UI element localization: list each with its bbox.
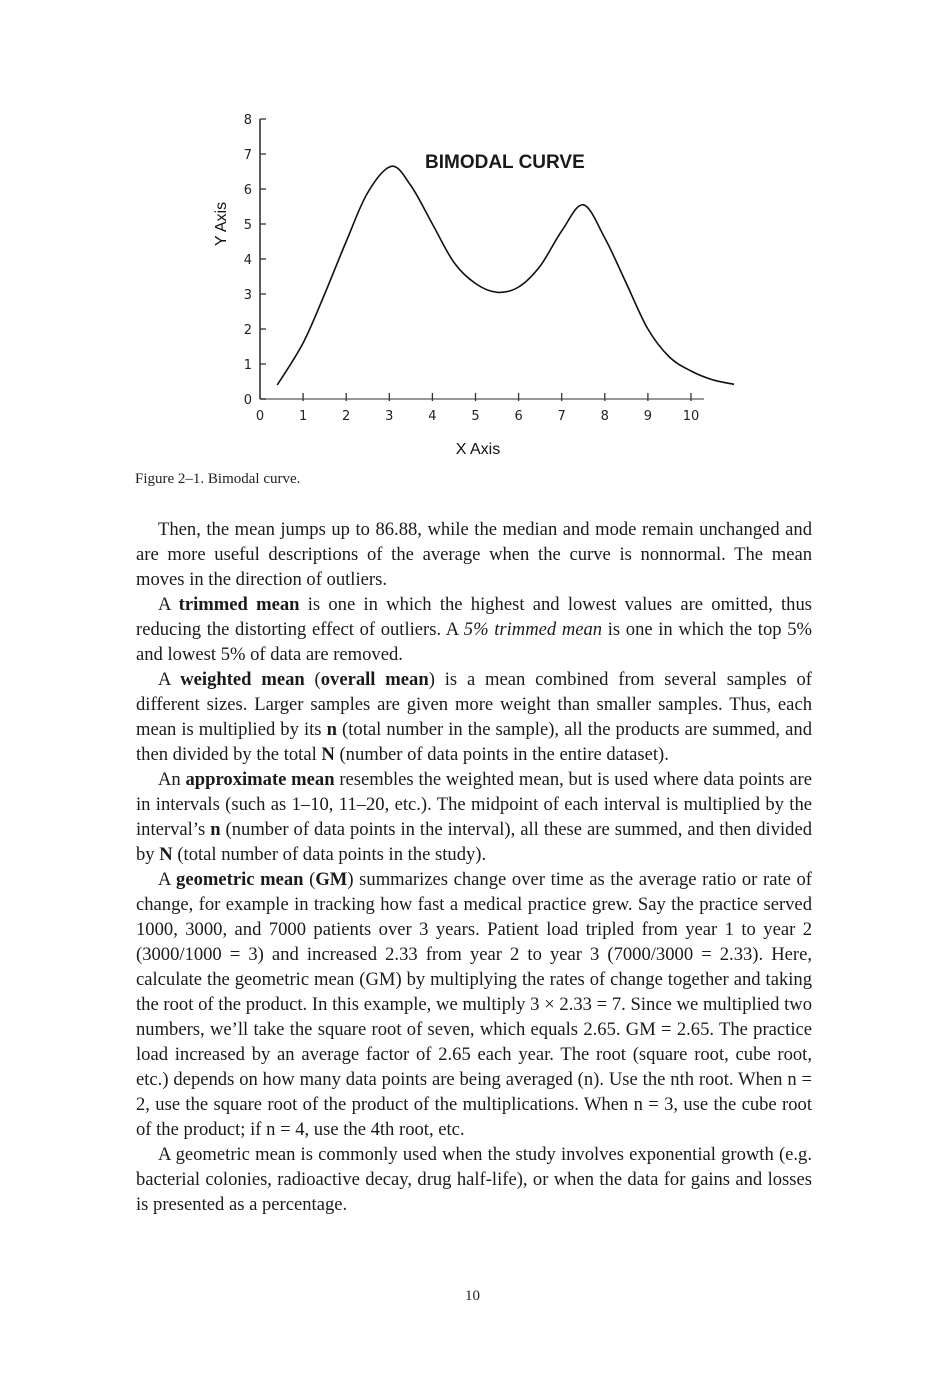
term-weighted-mean: weighted mean <box>180 669 305 690</box>
page-number: 10 <box>465 1288 480 1304</box>
svg-text:7: 7 <box>243 148 252 163</box>
bimodal-curve-line <box>277 166 734 385</box>
text-run: (total number of data points in the study). <box>172 844 487 865</box>
svg-text:4: 4 <box>243 253 252 268</box>
text-run: ) is a mean combined from several samples of different sizes. Larger samples are given more weight than smaller samples. Thus, each mean is multiplied by its <box>136 669 812 740</box>
paragraph-geometric-mean <box>136 867 812 1142</box>
svg-text:1: 1 <box>298 409 308 424</box>
svg-text:3: 3 <box>243 288 252 303</box>
svg-text:6: 6 <box>243 183 252 198</box>
term-geometric-mean: geometric mean <box>176 869 304 890</box>
text-run: (total number in the sample), all the products are summed, and then divided by the total <box>136 719 812 765</box>
x-axis-ticks <box>256 393 699 424</box>
text-run: (number of data points in the interval), all these are summed, and then divided by <box>136 819 812 865</box>
x-axis-title: X Axis <box>455 441 501 458</box>
svg-text:9: 9 <box>643 409 653 424</box>
svg-text:7: 7 <box>557 409 566 424</box>
y-axis-ticks <box>244 113 266 408</box>
svg-text:5: 5 <box>471 409 480 424</box>
term-N: N <box>159 844 173 865</box>
term-trimmed-mean: trimmed mean <box>178 594 300 615</box>
bimodal-curve-chart <box>195 100 755 470</box>
chart-canvas <box>195 100 755 470</box>
y-axis-title: Y Axis <box>213 201 230 247</box>
paragraph-geometric-mean-usage: A geometric mean is commonly used when the study involves exponential growth (e.g. bacterial colonies, radioactive decay, drug half-life), or when the data for gains and losses is presented as a percentage. <box>136 1144 812 1215</box>
chart-title: BIMODAL CURVE <box>425 152 585 173</box>
term-5-percent-trimmed-mean: 5% trimmed mean <box>463 619 603 640</box>
svg-text:2: 2 <box>342 409 351 424</box>
svg-text:1: 1 <box>243 358 252 373</box>
svg-text:10: 10 <box>682 409 700 424</box>
svg-text:8: 8 <box>600 409 609 424</box>
paragraph-approximate-mean <box>136 767 812 867</box>
body-text <box>136 517 812 1217</box>
figure-caption: Figure 2–1. Bimodal curve. <box>135 471 301 487</box>
text-run: A <box>158 594 179 615</box>
text-run: is one in which the top 5% and lowest 5% of data are removed. <box>136 619 812 665</box>
term-n: n <box>326 719 337 740</box>
text-run: A <box>158 669 181 690</box>
svg-text:5: 5 <box>243 218 252 233</box>
paragraph-weighted-mean <box>136 667 812 767</box>
svg-text:6: 6 <box>514 409 523 424</box>
svg-text:0: 0 <box>243 393 252 408</box>
term-approximate-mean: approximate mean <box>185 769 335 790</box>
svg-text:8: 8 <box>243 113 252 128</box>
text-run: ) summarizes change over time as the average ratio or rate of change, for example in tracking how fast a medical practice grew. Say the practice served 1000, 3000, and 7000 patients over 3 years. Patient load tripled from year 1 to year 2 (3000/1000 = 3) and increased 2.33 from year 2 to year 3 (7000/3000 = 2.33). Here, calculate the geometric mean (GM) by multiplying the rates of change together and taking the root of the product. In this example, we multiply 3 × 2.33 = 7. Since we multiplied two numbers, we’ll take the square root of seven, which equals 2.65. GM = 2.65. The practice load increased by an average factor of 2.65 each year. The root (square root, cube root, etc.) depends on how many data points are being averaged (n). Use the nth root. When n = 2, use the square root of the product of the multiplications. When n = 3, use the cube root of the product; if n = 4, use the 4th root, etc. <box>136 869 812 1140</box>
text-run: resembles the weighted mean, but is used where data points are in intervals (such as 1–10, 11–20, etc.). The midpoint of each interval is multiplied by the interval’s <box>136 769 812 840</box>
term-N: N <box>321 744 335 765</box>
term-gm: GM <box>315 869 348 890</box>
paragraph-trimmed-mean <box>136 592 812 667</box>
text-run: is one in which the highest and lowest values are omitted, thus reducing the distorting effect of outliers. A <box>136 594 812 640</box>
svg-text:4: 4 <box>428 409 437 424</box>
text-run: ( <box>304 669 321 690</box>
term-overall-mean: overall mean <box>320 669 429 690</box>
svg-text:3: 3 <box>385 409 394 424</box>
paragraph-mean-outliers: Then, the mean jumps up to 86.88, while the median and mode remain unchanged and are more useful descriptions of the average when the curve is nonnormal. The mean moves in the direction of outliers. <box>136 519 812 590</box>
svg-text:2: 2 <box>243 323 252 338</box>
text-run: (number of data points in the entire dataset). <box>334 744 669 765</box>
svg-text:0: 0 <box>255 409 265 424</box>
term-n: n <box>210 819 221 840</box>
text-run: An <box>158 769 186 790</box>
text-run: A <box>158 869 177 890</box>
text-run: ( <box>303 869 316 890</box>
